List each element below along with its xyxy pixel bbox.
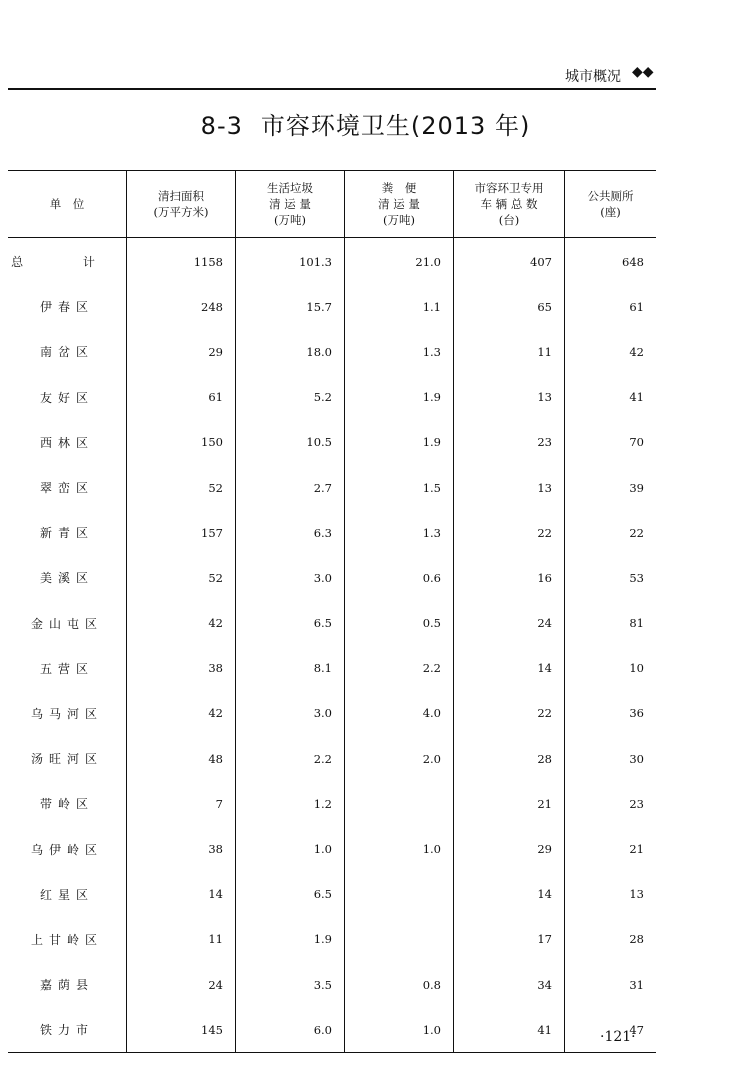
- unit-name: 带岭区: [39, 797, 94, 812]
- col-header-toilets-line2: (座): [600, 205, 621, 219]
- cell-vehicles: 23: [454, 420, 565, 465]
- cell-toilets: 61: [629, 299, 644, 314]
- col-header-toilets: [565, 171, 657, 238]
- cell-vehicles: 13: [454, 465, 565, 510]
- cell-toilets: 21: [629, 842, 644, 857]
- unit-name: 西林区: [39, 435, 94, 450]
- cell-unit: [8, 465, 127, 510]
- col-header-vehicles: [454, 171, 565, 238]
- cell-vehicles: 14: [454, 872, 565, 917]
- unit-name: 金山屯区: [30, 616, 103, 631]
- cell-feces: 1.9: [345, 420, 454, 465]
- unit-name: 汤旺河区: [30, 752, 103, 767]
- cell-toilets: 10: [629, 661, 644, 676]
- cell-feces: 1.9: [345, 375, 454, 420]
- cell-vehicles: 41: [454, 1007, 565, 1053]
- cell-area: 48: [127, 736, 236, 781]
- col-header-unit: [8, 171, 127, 238]
- cell-garbage: 15.7: [236, 284, 345, 329]
- table-row: [8, 691, 656, 736]
- cell-feces: 1.3: [345, 329, 454, 374]
- cell-area: 150: [127, 420, 236, 465]
- cell-garbage: 6.0: [236, 1007, 345, 1053]
- cell-area: 38: [127, 826, 236, 871]
- cell-area: 11: [127, 917, 236, 962]
- cell-vehicles: 28: [454, 736, 565, 781]
- cell-vehicles: 29: [454, 826, 565, 871]
- cell-garbage: 3.0: [236, 691, 345, 736]
- cell-garbage: 2.2: [236, 736, 345, 781]
- table-row: [8, 1007, 656, 1053]
- cell-garbage: 101.3: [236, 238, 345, 285]
- cell-unit: [8, 601, 127, 646]
- table-body: [8, 238, 656, 1053]
- table-row: [8, 329, 656, 374]
- cell-feces: 0.8: [345, 962, 454, 1007]
- unit-name: 新青区: [39, 526, 94, 541]
- table-row: [8, 510, 656, 555]
- cell-area: 14: [127, 872, 236, 917]
- unit-name: 乌伊岭区: [30, 842, 103, 857]
- cell-feces: [345, 917, 454, 962]
- cell-vehicles: 17: [454, 917, 565, 962]
- cell-toilets: 31: [629, 977, 644, 992]
- col-header-vehicles-line2: 车 辆 总 数: [480, 197, 538, 211]
- cell-area: 38: [127, 646, 236, 691]
- unit-name: 南岔区: [39, 345, 94, 360]
- cell-unit: [8, 329, 127, 374]
- cell-garbage: 6.5: [236, 872, 345, 917]
- cell-unit: [8, 872, 127, 917]
- cell-toilets: 36: [629, 706, 644, 721]
- cell-toilets: 39: [629, 480, 644, 495]
- table-row: [8, 555, 656, 600]
- cell-toilets: 648: [622, 254, 644, 269]
- unit-name: 友好区: [39, 390, 94, 405]
- cell-unit: [8, 510, 127, 555]
- cell-vehicles: 21: [454, 781, 565, 826]
- cell-feces: 21.0: [345, 238, 454, 285]
- unit-name: 嘉荫县: [39, 978, 94, 993]
- cell-unit: [8, 238, 127, 285]
- cell-garbage: 6.5: [236, 601, 345, 646]
- cell-vehicles: 22: [454, 510, 565, 555]
- running-header-section: 城市概况: [565, 69, 621, 85]
- unit-name: 红星区: [39, 887, 94, 902]
- cell-area: 248: [127, 284, 236, 329]
- table-row: [8, 917, 656, 962]
- cell-unit: [8, 1007, 127, 1053]
- cell-feces: 1.0: [345, 826, 454, 871]
- cell-vehicles: 11: [454, 329, 565, 374]
- cell-feces: 2.0: [345, 736, 454, 781]
- cell-area: 42: [127, 691, 236, 736]
- cell-vehicles: 407: [454, 238, 565, 285]
- cell-unit: [8, 917, 127, 962]
- cell-feces: 1.0: [345, 1007, 454, 1053]
- cell-unit: [8, 826, 127, 871]
- table-title-text: 市容环境卫生(2013 年): [260, 112, 531, 140]
- cell-garbage: 10.5: [236, 420, 345, 465]
- cell-toilets: 30: [629, 751, 644, 766]
- table-row: [8, 646, 656, 691]
- col-header-vehicles-line3: (台): [498, 213, 520, 227]
- table-row: [8, 872, 656, 917]
- cell-feces: 1.3: [345, 510, 454, 555]
- cell-unit: [8, 962, 127, 1007]
- cell-area: 157: [127, 510, 236, 555]
- cell-vehicles: 24: [454, 601, 565, 646]
- cell-feces: [345, 781, 454, 826]
- cell-toilets: 23: [629, 796, 644, 811]
- unit-name: 美溪区: [39, 571, 94, 586]
- cell-unit: [8, 646, 127, 691]
- table-row: [8, 601, 656, 646]
- col-header-feces-line1: 粪 便: [381, 181, 417, 195]
- cell-feces: 0.6: [345, 555, 454, 600]
- table-row: [8, 826, 656, 871]
- table-row: [8, 284, 656, 329]
- cell-unit: [8, 691, 127, 736]
- table-row: [8, 238, 656, 285]
- cell-garbage: 3.0: [236, 555, 345, 600]
- col-header-feces: [345, 171, 454, 238]
- unit-name: 乌马河区: [30, 706, 103, 721]
- cell-area: 24: [127, 962, 236, 1007]
- cell-area: 145: [127, 1007, 236, 1053]
- cell-feces: 1.5: [345, 465, 454, 510]
- sanitation-table: [8, 170, 656, 1053]
- cell-unit: [8, 736, 127, 781]
- cell-unit: [8, 781, 127, 826]
- unit-name: 伊春区: [39, 300, 94, 315]
- cell-area: 29: [127, 329, 236, 374]
- table-title: [0, 106, 731, 141]
- cell-feces: 4.0: [345, 691, 454, 736]
- col-header-area-line1: 清扫面积: [158, 189, 204, 203]
- cell-feces: 1.1: [345, 284, 454, 329]
- cell-vehicles: 13: [454, 375, 565, 420]
- table-row: [8, 781, 656, 826]
- cell-area: 7: [127, 781, 236, 826]
- cell-vehicles: 22: [454, 691, 565, 736]
- cell-toilets: 53: [629, 570, 644, 585]
- diamond-marker-icon: ◆◆: [632, 64, 654, 80]
- col-header-area-line2: (万平方米): [153, 205, 209, 219]
- cell-area: 61: [127, 375, 236, 420]
- cell-toilets: 41: [629, 390, 644, 405]
- cell-vehicles: 16: [454, 555, 565, 600]
- cell-toilets: 47: [565, 1007, 657, 1053]
- cell-toilets: 42: [629, 344, 644, 359]
- cell-unit: [8, 420, 127, 465]
- cell-vehicles: 34: [454, 962, 565, 1007]
- cell-vehicles: 14: [454, 646, 565, 691]
- cell-area: 1158: [127, 238, 236, 285]
- cell-toilets: 13: [629, 887, 644, 902]
- cell-garbage: 1.9: [236, 917, 345, 962]
- cell-area: 52: [127, 555, 236, 600]
- cell-garbage: 1.0: [236, 826, 345, 871]
- cell-toilets: 81: [629, 616, 644, 631]
- col-header-vehicles-line1: 市容环卫专用: [474, 181, 544, 195]
- cell-feces: 2.2: [345, 646, 454, 691]
- col-header-garbage-line1: 生活垃圾: [267, 181, 313, 195]
- cell-toilets: 28: [629, 932, 644, 947]
- unit-name: 总 计: [11, 255, 123, 270]
- cell-unit: [8, 555, 127, 600]
- table-number: 8-3: [200, 112, 243, 140]
- unit-name: 五营区: [39, 661, 94, 676]
- unit-name: 翠峦区: [39, 481, 94, 496]
- table-header-row: [8, 171, 656, 238]
- table-row: [8, 465, 656, 510]
- col-header-area: [127, 171, 236, 238]
- unit-name: 铁力市: [39, 1023, 94, 1038]
- cell-garbage: 3.5: [236, 962, 345, 1007]
- col-header-unit-label: 单 位: [49, 197, 85, 211]
- cell-feces: 0.5: [345, 601, 454, 646]
- cell-unit: [8, 375, 127, 420]
- table-row: [8, 420, 656, 465]
- page-number: ·121·: [600, 1029, 636, 1045]
- header-rule: [8, 88, 656, 90]
- table-row: [8, 375, 656, 420]
- col-header-feces-line2: 清 运 量: [378, 197, 420, 211]
- col-header-garbage-line3: (万吨): [274, 213, 306, 227]
- cell-garbage: 8.1: [236, 646, 345, 691]
- cell-garbage: 6.3: [236, 510, 345, 555]
- cell-garbage: 2.7: [236, 465, 345, 510]
- cell-vehicles: 65: [454, 284, 565, 329]
- cell-toilets: 22: [629, 525, 644, 540]
- col-header-toilets-line1: 公共厕所: [587, 189, 634, 203]
- table-row: [8, 736, 656, 781]
- col-header-garbage: [236, 171, 345, 238]
- cell-feces: [345, 872, 454, 917]
- col-header-feces-line3: (万吨): [383, 213, 415, 227]
- cell-unit: [8, 284, 127, 329]
- cell-garbage: 5.2: [236, 375, 345, 420]
- cell-area: 42: [127, 601, 236, 646]
- cell-area: 52: [127, 465, 236, 510]
- table-row: [8, 962, 656, 1007]
- cell-garbage: 18.0: [236, 329, 345, 374]
- cell-toilets: 70: [629, 435, 644, 450]
- col-header-garbage-line2: 清 运 量: [269, 197, 311, 211]
- unit-name: 上甘岭区: [30, 932, 103, 947]
- cell-garbage: 1.2: [236, 781, 345, 826]
